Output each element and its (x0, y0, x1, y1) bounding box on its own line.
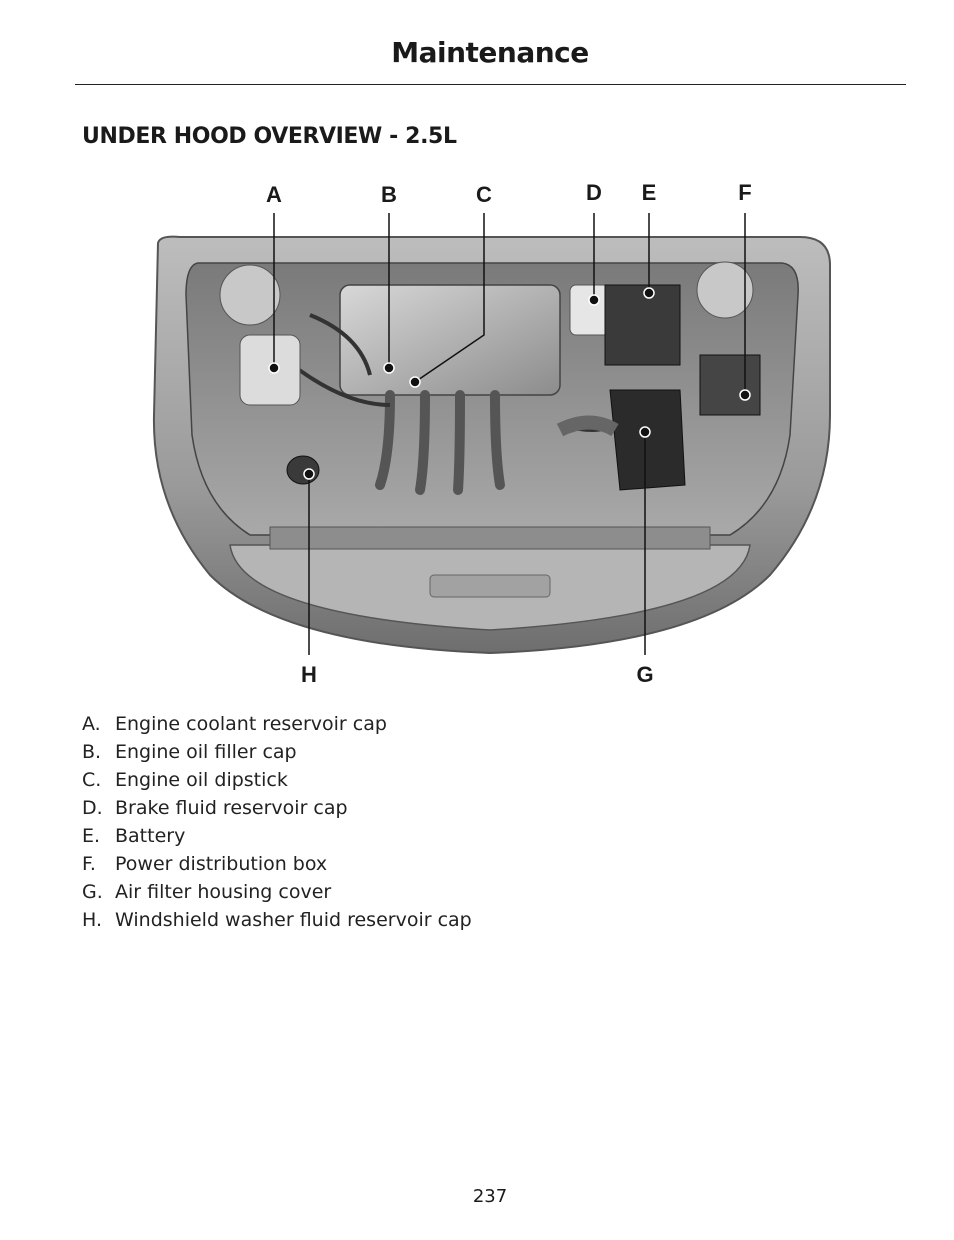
legend-item (82, 906, 472, 934)
radiator-support (270, 527, 710, 549)
callout-b: B (381, 182, 397, 207)
grille-slot (430, 575, 550, 597)
callout-legend (82, 710, 472, 934)
header-divider (75, 84, 906, 85)
legend-key: G. (82, 881, 103, 903)
page-number: 237 (472, 1186, 508, 1207)
legend-key: H. (82, 909, 102, 931)
intake-tube (560, 423, 615, 431)
legend-item (82, 710, 472, 738)
power-distribution-box (700, 355, 760, 415)
callout-d: D (586, 180, 602, 205)
engine-bay-illustration (140, 175, 840, 695)
legend-text: Power distribution box (115, 853, 328, 875)
engine-bay-svg (140, 175, 840, 695)
legend-item (82, 822, 472, 850)
callout-a: A (266, 182, 282, 207)
legend-key: D. (82, 797, 103, 819)
callout-c: C (476, 182, 492, 207)
section-title: UNDER HOOD OVERVIEW - 2.5L (82, 124, 457, 149)
legend-key: C. (82, 769, 102, 791)
callout-f: F (738, 180, 752, 205)
legend-text: Engine coolant reservoir cap (115, 713, 387, 735)
callout-g: G (636, 662, 654, 687)
page-header-title: Maintenance (391, 36, 589, 69)
legend-text: Brake fluid reservoir cap (115, 797, 348, 819)
legend-item (82, 766, 472, 794)
legend-text: Battery (115, 825, 186, 847)
legend-text: Engine oil filler cap (115, 741, 297, 763)
callout-h: H (301, 662, 317, 687)
legend-key: E. (82, 825, 101, 847)
legend-item (82, 878, 472, 906)
left-strut-tower (220, 265, 280, 325)
legend-text: Windshield washer fluid reservoir cap (115, 909, 472, 931)
legend-key: F. (82, 853, 96, 875)
legend-key: A. (82, 713, 101, 735)
battery (605, 285, 680, 365)
legend-item (82, 738, 472, 766)
legend-item (82, 850, 472, 878)
washer-reservoir-neck (287, 456, 319, 484)
legend-item (82, 794, 472, 822)
legend-text: Air filter housing cover (115, 881, 332, 903)
brake-reservoir (570, 285, 610, 335)
engine-cover (340, 285, 560, 395)
air-filter-housing (610, 390, 685, 490)
legend-key: B. (82, 741, 102, 763)
callout-e: E (641, 180, 657, 205)
legend-text: Engine oil dipstick (115, 769, 288, 791)
